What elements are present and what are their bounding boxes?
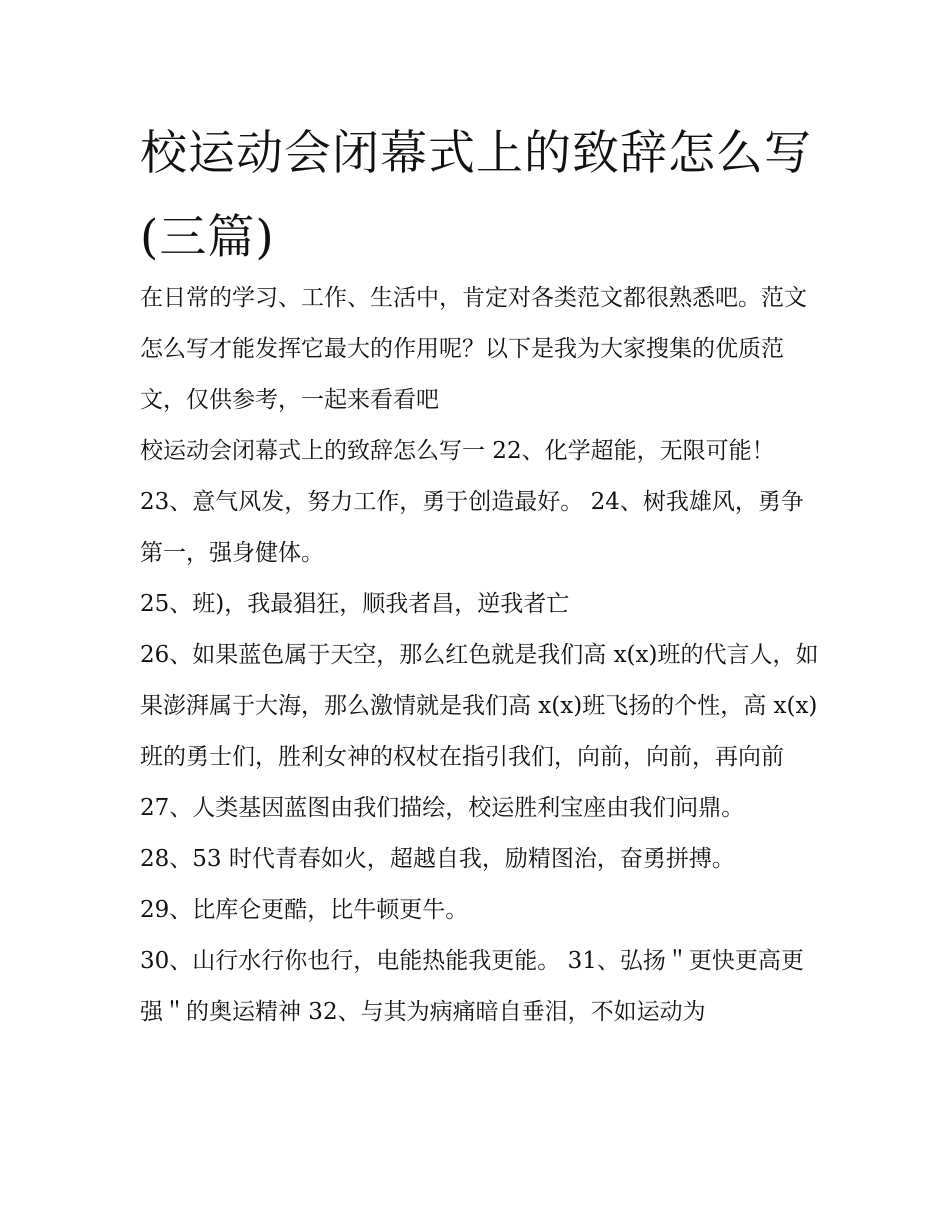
paragraph-slogan-26: 26、如果蓝色属于天空，那么红色就是我们高 x(x)班的代言人，如果澎湃属于大海，那么激情就是我们高 x(x)班飞扬的个性，高 x(x)班的勇士们，胜利女神的权杖在指引我们，向前，向前，再向前 (140, 642, 819, 770)
document-title: 校运动会闭幕式上的致辞怎么写(三篇) (140, 126, 812, 265)
paragraph-slogans-30-32: 30、山行水行你也行，电能热能我更能。 31、弘扬＂更快更高更强＂的奥运精神 32、与其为病痛暗自垂泪，不如运动为 (140, 948, 804, 1025)
paragraph-slogans-22-24: 校运动会闭幕式上的致辞怎么写一 22、化学超能，无限可能！ 23、意气风发，努力工作，勇于创造最好。 24、树我雄风，勇争第一，强身健体。 (140, 438, 804, 566)
paragraph-slogan-25: 25、班)，我最猖狂，顺我者昌，逆我者亡 (140, 591, 570, 617)
paragraph-intro: 在日常的学习、工作、生活中，肯定对各类范文都很熟悉吧。范文怎么写才能发挥它最大的作用呢？以下是我为大家搜集的优质范文，仅供参考，一起来看看吧 (140, 285, 807, 413)
document-body (140, 273, 820, 1038)
paragraph-slogan-27: 27、人类基因蓝图由我们描绘，校运胜利宝座由我们问鼎。 (140, 795, 745, 821)
paragraph-slogan-28: 28、53 时代青春如火，超越自我，励精图治，奋勇拼搏。 (140, 846, 735, 872)
paragraph-slogan-29: 29、比库仑更酷，比牛顿更牛。 (140, 897, 469, 923)
